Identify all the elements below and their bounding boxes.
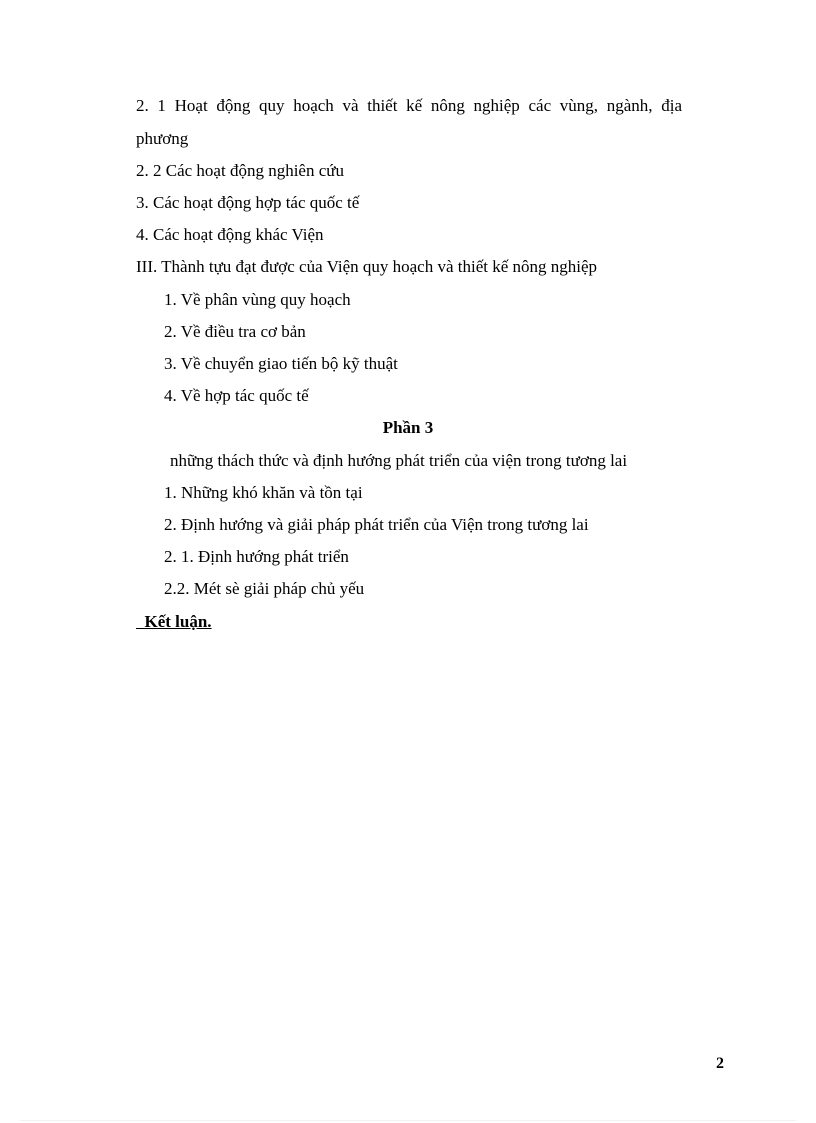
toc-line-section-iii: III. Thành tựu đạt được của Viện quy hoạch và thiết kế nông nghiệp (136, 257, 598, 276)
toc-line-2-1-cont: phương (136, 129, 189, 148)
toc-line-4: 4. Các hoạt động khác Viện (136, 225, 324, 244)
conclusion-label: Kết luận. (144, 612, 212, 631)
page-number: 2 (716, 1055, 724, 1072)
toc-line-iii-3: 3. Về chuyển giao tiến bộ kỹ thuật (164, 354, 398, 373)
part-3-heading: Phần 3 (382, 418, 434, 437)
toc-line-iii-4: 4. Về hợp tác quốc tế (164, 386, 309, 405)
toc-line-p3-2-1: 2. 1. Định hướng phát triển (164, 547, 349, 566)
toc-line-iii-2: 2. Về điều tra cơ bản (164, 322, 306, 341)
toc-line-3: 3. Các hoạt động hợp tác quốc tế (136, 193, 360, 212)
toc-line-p3-2: 2. Định hướng và giải pháp phát triển của Viện trong tương lai (164, 515, 589, 534)
conclusion-heading (136, 611, 212, 633)
toc-line-2-1: 2. 1 Hoạt động quy hoạch và thiết kế nông nghiệp các vùng, ngành, địa (136, 96, 682, 115)
page-bottom-edge (20, 1120, 796, 1121)
toc-line-2-2: 2. 2 Các hoạt động nghiên cứu (136, 161, 344, 180)
part-3-title: những thách thức và định hướng phát triển của viện trong tương lai (170, 451, 628, 470)
toc-line-iii-1: 1. Về phân vùng quy hoạch (164, 290, 351, 309)
toc-line-p3-2-2: 2.2. Mét sè giải pháp chủ yếu (164, 579, 365, 598)
toc-line-p3-1: 1. Những khó khăn và tồn tại (164, 483, 363, 502)
